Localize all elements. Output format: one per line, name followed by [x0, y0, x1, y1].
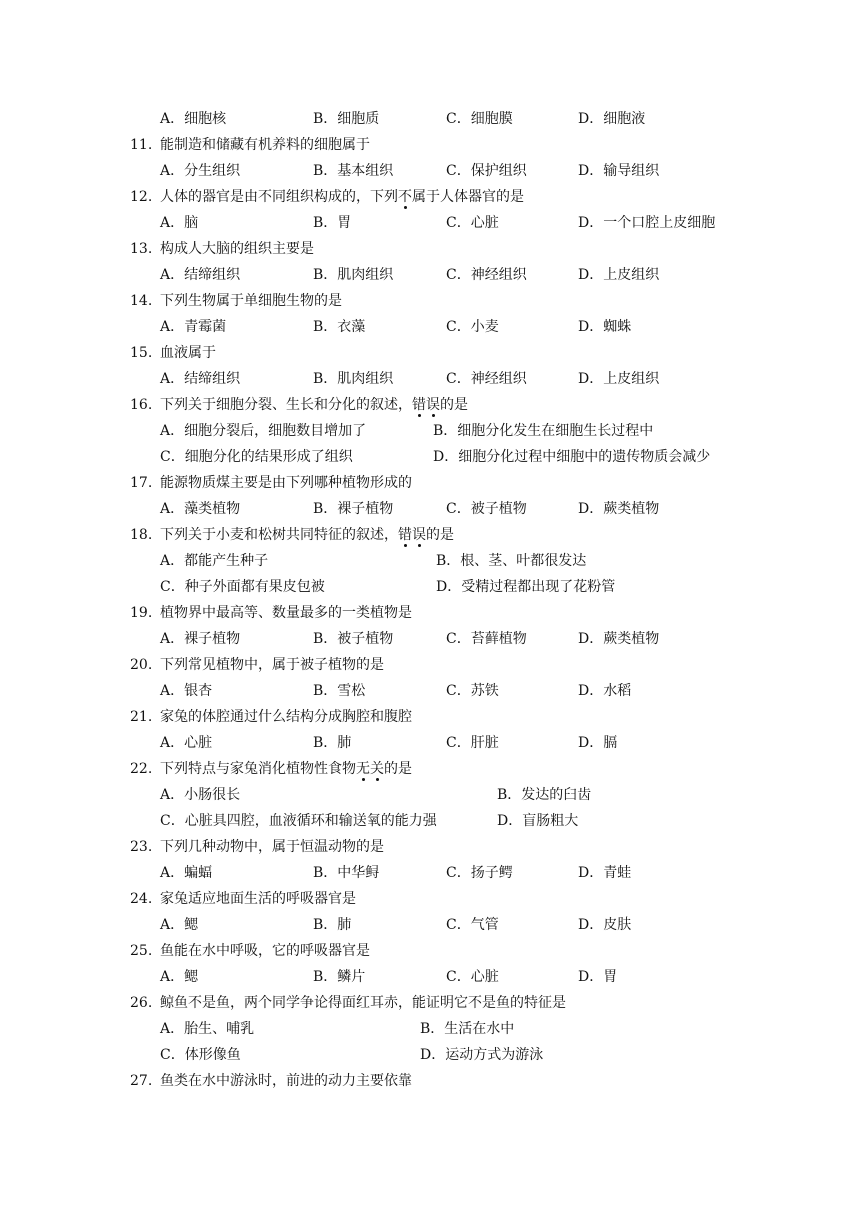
option-b: B．胃: [313, 215, 352, 231]
option-d: D．输导组织: [578, 163, 660, 179]
question-number: 19.: [130, 605, 153, 621]
question-10-options: [0, 109, 860, 129]
question-stem: 能制造和储藏有机养料的细胞属于: [160, 137, 370, 153]
question-22-options-row1: [0, 785, 860, 805]
option-a: A．藻类植物: [160, 501, 241, 517]
question-26-options-row2: [0, 1045, 860, 1065]
question-11-options: [0, 161, 860, 181]
option-c: C．心脏: [446, 969, 499, 985]
option-c: C．心脏: [446, 215, 499, 231]
option-a: A．结缔组织: [160, 371, 241, 387]
question-number: 26.: [130, 995, 153, 1011]
question-stem: 家兔适应地面生活的呼吸器官是: [160, 891, 356, 907]
question-number: 11.: [130, 137, 153, 153]
emphasis-mark: 错: [398, 527, 412, 543]
question-stem: [160, 395, 468, 415]
question-stem: 鱼类在水中游泳时，前进的动力主要依靠: [160, 1073, 412, 1089]
stem-text: 属于人体器官的是: [412, 189, 524, 205]
option-a: A．鳃: [160, 969, 199, 985]
question-22: [0, 759, 860, 779]
question-number: 24.: [130, 891, 153, 907]
stem-text: 下列特点与家兔消化植物性食物: [160, 761, 356, 777]
question-number: 17.: [130, 475, 153, 491]
option-c: C．体形像鱼: [160, 1047, 241, 1063]
question-17: [0, 473, 860, 493]
option-a: A．分生组织: [160, 163, 241, 179]
emphasis-mark: 错: [412, 397, 426, 413]
option-b: B．细胞质: [313, 111, 380, 127]
stem-text: 的是: [440, 397, 468, 413]
option-a: A．小肠很长: [160, 787, 241, 803]
option-b: B．发达的臼齿: [497, 787, 592, 803]
option-c: C．苔藓植物: [446, 631, 527, 647]
question-15: [0, 343, 860, 363]
question-15-options: [0, 369, 860, 389]
option-c: C．被子植物: [446, 501, 527, 517]
question-stem: 鲸鱼不是鱼，两个同学争论得面红耳赤，能证明它不是鱼的特征是: [160, 995, 566, 1011]
question-11: [0, 135, 860, 155]
question-number: 18.: [130, 527, 153, 543]
option-a: A．脑: [160, 215, 199, 231]
question-stem: [160, 759, 412, 779]
question-24-options: [0, 915, 860, 935]
option-b: B．衣藻: [313, 319, 366, 335]
option-b: B．裸子植物: [313, 501, 394, 517]
question-18-options-row1: [0, 551, 860, 571]
question-20: [0, 655, 860, 675]
question-16: [0, 395, 860, 415]
question-22-options-row2: [0, 811, 860, 831]
question-16-options-row2: [0, 447, 860, 467]
question-number: 12.: [130, 189, 153, 205]
question-stem: 构成人大脑的组织主要是: [160, 241, 314, 257]
option-b: B．肌肉组织: [313, 267, 394, 283]
question-19-options: [0, 629, 860, 649]
option-d: D．上皮组织: [578, 371, 660, 387]
option-d: D．蜘蛛: [578, 319, 632, 335]
question-number: 22.: [130, 761, 153, 777]
question-number: 13.: [130, 241, 153, 257]
question-26-options-row1: [0, 1019, 860, 1039]
question-number: 23.: [130, 839, 153, 855]
stem-text: 下列关于小麦和松树共同特征的叙述，: [160, 527, 398, 543]
option-b: B．雪松: [313, 683, 366, 699]
option-b: B．肺: [313, 735, 352, 751]
option-d: D．细胞分化过程中细胞中的遗传物质会减少: [433, 449, 711, 465]
option-d: D．蕨类植物: [578, 631, 660, 647]
option-b: B．鳞片: [313, 969, 366, 985]
question-stem: 下列常见植物中，属于被子植物的是: [160, 657, 384, 673]
question-25: [0, 941, 860, 961]
stem-text: 的是: [384, 761, 412, 777]
question-14: [0, 291, 860, 311]
question-14-options: [0, 317, 860, 337]
option-d: D．水稻: [578, 683, 632, 699]
question-stem: 下列几种动物中，属于恒温动物的是: [160, 839, 384, 855]
question-13: [0, 239, 860, 259]
question-17-options: [0, 499, 860, 519]
question-stem: 鱼能在水中呼吸，它的呼吸器官是: [160, 943, 370, 959]
question-number: 20.: [130, 657, 153, 673]
option-d: D．运动方式为游泳: [420, 1047, 544, 1063]
option-d: D．细胞液: [578, 111, 646, 127]
option-a: A．银杏: [160, 683, 213, 699]
option-c: C．种子外面都有果皮包被: [160, 579, 325, 595]
question-12-options: [0, 213, 860, 233]
option-c: C．神经组织: [446, 267, 527, 283]
question-13-options: [0, 265, 860, 285]
question-21: [0, 707, 860, 727]
question-18-options-row2: [0, 577, 860, 597]
option-d: D．一个口腔上皮细胞: [578, 215, 716, 231]
option-a: A．细胞分裂后，细胞数目增加了: [160, 423, 367, 439]
option-c: C．细胞膜: [446, 111, 513, 127]
option-a: A．结缔组织: [160, 267, 241, 283]
option-c: C．肝脏: [446, 735, 499, 751]
option-d: D．上皮组织: [578, 267, 660, 283]
option-a: A．蝙蝠: [160, 865, 213, 881]
option-b: B．肺: [313, 917, 352, 933]
option-b: B．细胞分化发生在细胞生长过程中: [433, 423, 654, 439]
option-b: B．基本组织: [313, 163, 394, 179]
question-number: 25.: [130, 943, 153, 959]
emphasis-mark: 不: [398, 189, 412, 205]
question-number: 27.: [130, 1073, 153, 1089]
question-26: [0, 993, 860, 1013]
option-a: A．都能产生种子: [160, 553, 269, 569]
question-stem: 能源物质煤主要是由下列哪种植物形成的: [160, 475, 412, 491]
option-b: B．生活在水中: [420, 1021, 515, 1037]
emphasis-mark: 误: [412, 527, 426, 543]
emphasis-mark: 误: [426, 397, 440, 413]
option-c: C．小麦: [446, 319, 499, 335]
option-b: B．根、茎、叶都很发达: [436, 553, 587, 569]
emphasis-mark: 关: [370, 761, 384, 777]
question-21-options: [0, 733, 860, 753]
question-number: 15.: [130, 345, 153, 361]
question-number: 16.: [130, 397, 153, 413]
stem-text: 人体的器官是由不同组织构成的，下列: [160, 189, 398, 205]
option-d: D．青蛙: [578, 865, 632, 881]
question-25-options: [0, 967, 860, 987]
option-c: C．心脏具四腔，血液循环和输送氧的能力强: [160, 813, 437, 829]
option-b: B．被子植物: [313, 631, 394, 647]
option-a: A．细胞核: [160, 111, 227, 127]
question-16-options-row1: [0, 421, 860, 441]
option-d: D．胃: [578, 969, 618, 985]
stem-text: 的是: [426, 527, 454, 543]
question-12: [0, 187, 860, 207]
question-stem: 家兔的体腔通过什么结构分成胸腔和腹腔: [160, 709, 412, 725]
question-19: [0, 603, 860, 623]
option-b: B．中华鲟: [313, 865, 380, 881]
option-b: B．肌肉组织: [313, 371, 394, 387]
option-a: A．鳃: [160, 917, 199, 933]
question-27: [0, 1071, 860, 1091]
option-c: C．保护组织: [446, 163, 527, 179]
option-d: D．盲肠粗大: [497, 813, 579, 829]
option-a: A．胎生、哺乳: [160, 1021, 255, 1037]
option-d: D．膈: [578, 735, 618, 751]
option-c: C．气管: [446, 917, 499, 933]
option-a: A．青霉菌: [160, 319, 227, 335]
question-20-options: [0, 681, 860, 701]
question-23: [0, 837, 860, 857]
question-18: [0, 525, 860, 545]
question-number: 21.: [130, 709, 153, 725]
option-c: C．细胞分化的结果形成了组织: [160, 449, 353, 465]
option-d: D．受精过程都出现了花粉管: [436, 579, 616, 595]
option-d: D．皮肤: [578, 917, 632, 933]
question-23-options: [0, 863, 860, 883]
question-stem: [160, 525, 454, 545]
option-c: C．神经组织: [446, 371, 527, 387]
option-a: A．裸子植物: [160, 631, 241, 647]
stem-text: 下列关于细胞分裂、生长和分化的叙述，: [160, 397, 412, 413]
question-24: [0, 889, 860, 909]
question-stem: 下列生物属于单细胞生物的是: [160, 293, 342, 309]
question-stem: 植物界中最高等、数量最多的一类植物是: [160, 605, 412, 621]
question-number: 14.: [130, 293, 153, 309]
option-c: C．苏铁: [446, 683, 499, 699]
question-stem: [160, 187, 524, 207]
emphasis-mark: 无: [356, 761, 370, 777]
option-a: A．心脏: [160, 735, 213, 751]
option-c: C．扬子鳄: [446, 865, 513, 881]
option-d: D．蕨类植物: [578, 501, 660, 517]
question-stem: 血液属于: [160, 345, 216, 361]
